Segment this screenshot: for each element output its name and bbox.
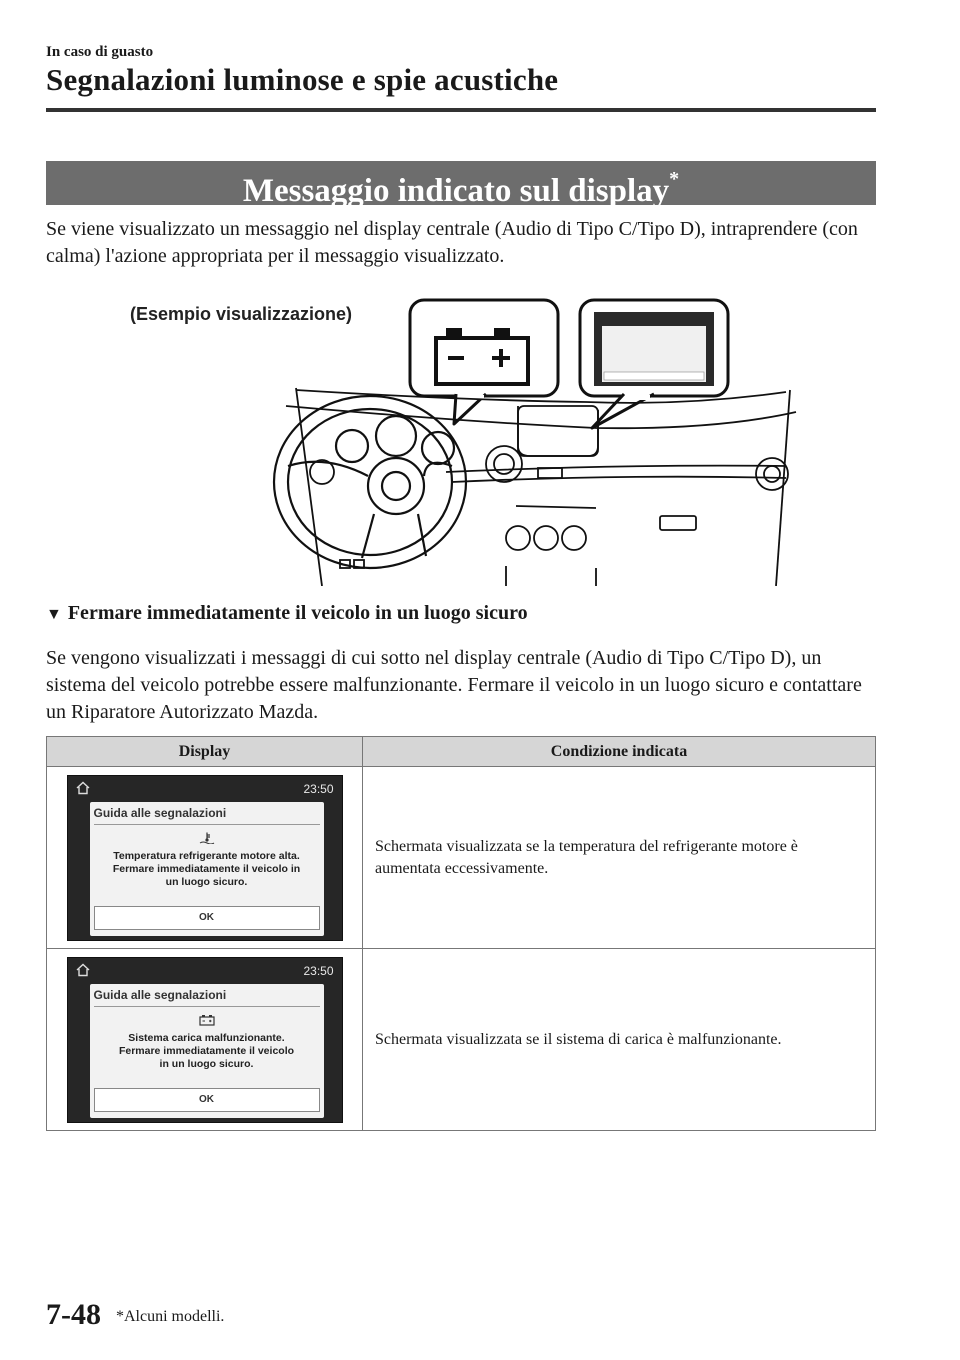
subsection-title: Fermare immediatamente il veicolo in un luogo sicuro [67, 602, 528, 624]
banner-title: Messaggio indicato sul display [242, 173, 670, 209]
panel-divider [94, 824, 320, 825]
panel-title: Guida alle segnalazioni [93, 987, 227, 1002]
dashboard-drawing [126, 296, 806, 586]
display-cell [47, 949, 363, 1131]
battery-icon [199, 1014, 215, 1026]
message-panel [90, 802, 324, 936]
screen-clock: 23:50 [303, 781, 334, 796]
display-screen-charging [67, 957, 343, 1123]
screen-clock: 23:50 [303, 963, 334, 978]
home-icon [76, 963, 90, 977]
header-rule [46, 108, 876, 112]
table-row [47, 949, 876, 1131]
table-header-row [47, 737, 876, 767]
subsection-heading [46, 602, 528, 625]
panel-message [90, 850, 324, 889]
panel-divider [94, 1006, 320, 1007]
ok-button: OK [94, 1088, 320, 1112]
section-title: Segnalazioni luminose e spie acustiche [46, 62, 559, 97]
condition-cell: Schermata visualizzata se la temperatura del refrigerante motore è aumentata eccessivamente. [363, 767, 876, 949]
header-display: Display [47, 737, 363, 767]
table-row [47, 767, 876, 949]
subsection-body: Se vengono visualizzati i messaggi di cui sotto nel display centrale (Audio di Tipo C/Tipo D), un sistema del veicolo potrebbe essere malfunzionante. Fermare il veicolo in un luogo sicuro e contattare un Riparatore Autorizzato Mazda. [46, 647, 862, 723]
footnote: *Alcuni modelli. [116, 1308, 225, 1325]
topic-banner [46, 161, 876, 209]
coolant-temperature-icon [199, 832, 215, 844]
screen-callout [580, 300, 728, 428]
message-line: Fermare immediatamente il veicolo in [112, 862, 301, 875]
screen-topbar [68, 958, 342, 984]
intro-paragraph: Se viene visualizzato un messaggio nel display centrale (Audio di Tipo C/Tipo D), intraprendere (con calma) l'azione appropriata per il messaggio visualizzato. [46, 218, 858, 267]
steering-wheel [274, 396, 466, 568]
some-models-mark: * [669, 168, 680, 190]
figure-caption: (Esempio visualizzazione) [130, 304, 353, 324]
message-line: un luogo sicuro. [165, 875, 248, 888]
message-panel [90, 984, 324, 1118]
message-line: Temperatura refrigerante motore alta. [113, 849, 300, 862]
panel-message [90, 1032, 324, 1071]
display-screen-coolant [67, 775, 343, 941]
display-cell [47, 767, 363, 949]
panel-title: Guida alle segnalazioni [93, 805, 227, 820]
message-line: Fermare immediatamente il veicolo [118, 1044, 295, 1057]
header-condition: Condizione indicata [363, 737, 876, 767]
ok-button: OK [94, 906, 320, 930]
dashboard-illustration [126, 296, 806, 586]
screen-topbar [68, 776, 342, 802]
message-line: Sistema carica malfunzionante. [128, 1031, 285, 1044]
warning-table [46, 736, 876, 1131]
home-icon [76, 781, 90, 795]
subsection-marker: ▼ [46, 606, 62, 623]
condition-cell: Schermata visualizzata se il sistema di carica è malfunzionante. [363, 949, 876, 1131]
message-line: in un luogo sicuro. [159, 1057, 254, 1070]
page-number: 7-48 [46, 1298, 101, 1331]
chapter-title: In caso di guasto [46, 44, 154, 60]
